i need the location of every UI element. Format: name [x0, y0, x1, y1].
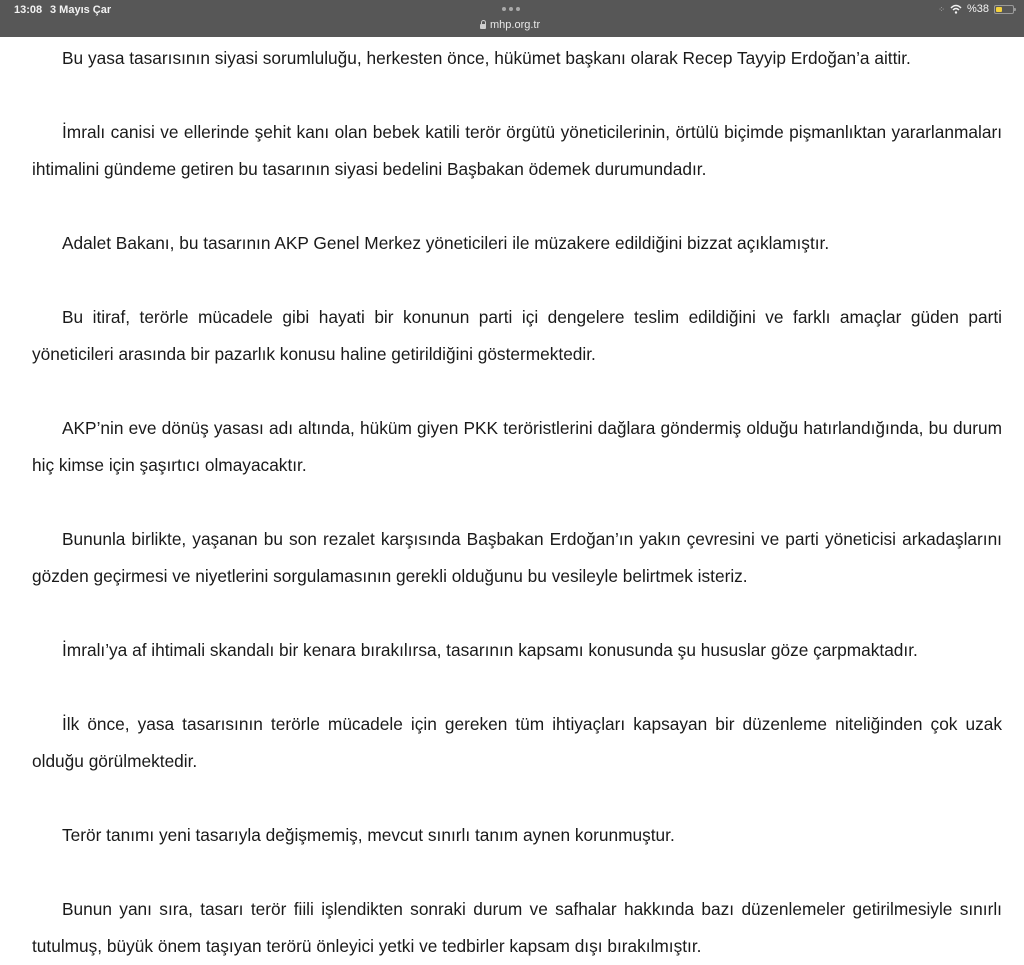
battery-icon — [994, 5, 1014, 14]
article-paragraph: İmralı’ya af ihtimali skandalı bir kenara bırakılırsa, tasarının kapsamı konusunda şu hususlar göze çarpmaktadır. — [62, 640, 918, 660]
wifi-icon — [950, 4, 962, 14]
article-body — [32, 37, 1002, 965]
dot — [502, 7, 506, 11]
dot — [509, 7, 513, 11]
article-paragraph: İlk önce, yasa tasarısının terörle mücadele için gereken tüm ihtiyaçları kapsayan bir düzenleme niteliğinden çok uzak olduğu görülmektedir. — [32, 714, 1002, 771]
signal-icon: ⁘ — [938, 4, 945, 14]
status-bar — [0, 0, 1024, 37]
battery-percent: %38 — [966, 3, 989, 15]
more-dots-icon[interactable] — [502, 7, 520, 11]
article-paragraph: Bu yasa tasarısının siyasi sorumluluğu, herkesten önce, hükümet başkanı olarak Recep Tayyip Erdoğan’a aittir. — [62, 48, 911, 68]
address-bar[interactable] — [480, 19, 540, 31]
article-paragraph: Bu itiraf, terörle mücadele gibi hayati bir konunun parti içi dengelere teslim edildiğini ve farklı amaçlar güden parti yöneticileri arasında bir pazarlık konusu haline getirildiğini göstermektedir. — [32, 307, 1002, 364]
status-time: 13:08 — [14, 4, 43, 16]
url-text: mhp.org.tr — [490, 19, 541, 31]
article-paragraph: Terör tanımı yeni tasarıyla değişmemiş, mevcut sınırlı tanım aynen korunmuştur. — [62, 825, 675, 845]
status-date: 3 Mayıs Çar — [50, 4, 112, 16]
dot — [516, 7, 520, 11]
article-paragraph: Bunun yanı sıra, tasarı terör fiili işlendikten sonraki durum ve safhalar hakkında bazı düzenlemeler getirilmesiyle sınırlı tutulmuş, büyük önem taşıyan terörü önleyici yetki ve tedbirler kapsam dışı bırakılmıştır. — [32, 899, 1002, 956]
article-paragraph: AKP’nin eve dönüş yasası adı altında, hüküm giyen PKK teröristlerini dağlara göndermiş olduğu hatırlandığında, bu durum hiç kimse için şaşırtıcı olmayacaktır. — [32, 418, 1002, 475]
article-paragraph: İmralı canisi ve ellerinde şehit kanı olan bebek katili terör örgütü yöneticilerinin, örtülü biçimde pişmanlıktan yararlanmaları ihtimalini gündeme getiren bu tasarının siyasi bedelini Başbakan ödemek durumundadır. — [32, 122, 1002, 179]
system-indicators — [938, 3, 1014, 15]
lock-icon — [480, 24, 486, 29]
article-paragraph: Adalet Bakanı, bu tasarının AKP Genel Merkez yöneticileri ile müzakere edildiğini bizzat açıklamıştır. — [62, 233, 830, 253]
article-paragraph: Bununla birlikte, yaşanan bu son rezalet karşısında Başbakan Erdoğan’ın yakın çevresini ve parti yöneticisi arkadaşlarını gözden geçirmesi ve niyetlerini sorgulamasının gerekli olduğunu bu vesileyle belirtmek isteriz. — [32, 529, 1002, 586]
battery-level — [996, 7, 1002, 12]
